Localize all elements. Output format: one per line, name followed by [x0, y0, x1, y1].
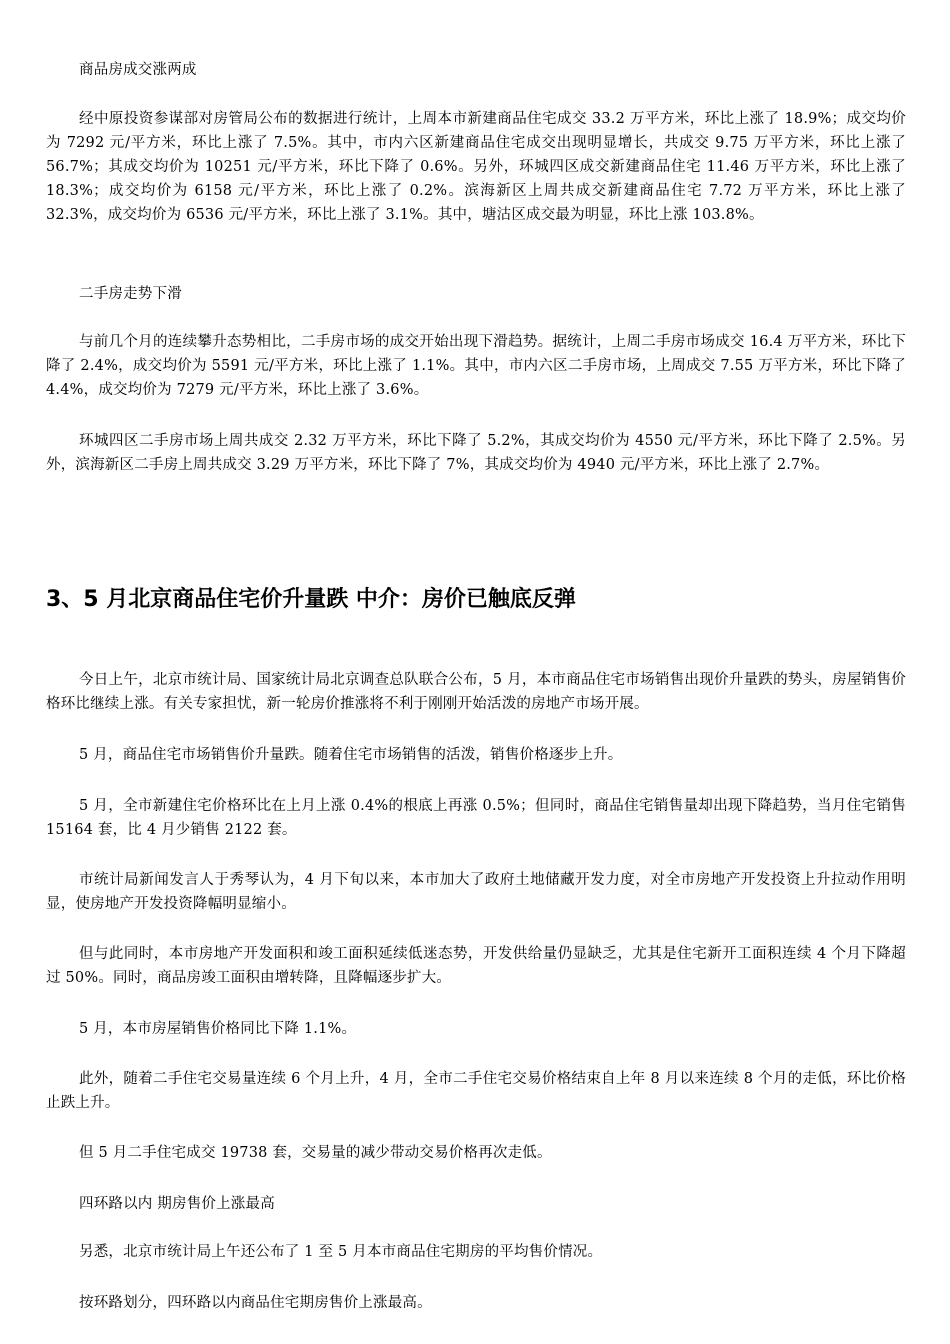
paragraph-new-housing-price: 5 月，全市新建住宅价格环比在上月上涨 0.4%的根底上再涨 0.5%；但同时，商品住宅销售量却出现下降趋势，当月住宅销售 15164 套，比 4 月少销售 2122 套。 [46, 798, 906, 838]
paragraph-second-hand-rise: 此外，随着二手住宅交易量连续 6 个月上升，4 月，全市二手住宅交易价格结束自上年 8 月以来连续 8 个月的走低，环比价格止跌上升。 [46, 1071, 906, 1111]
paragraph-second-hand-may: 但 5 月二手住宅成交 19738 套，交易量的减少带动交易价格再次走低。 [79, 1145, 552, 1161]
paragraph-second-hand: 与前几个月的连续攀升态势相比，二手房市场的成交开始出现下滑趋势。据统计，上周二手房市场成交 16.4 万平方米，环比下降了 2.4%，成交均价为 5591 元/平方米，环比上涨了 1.1%。其中，市内六区二手房市场，上周成交 7.55 万平方米，环比下降了 4.4%，成交均价为 7279 元/平方米，环比上涨了 3.6%。 [46, 334, 906, 398]
subheading-second-hand: 二手房走势下滑 [79, 286, 182, 302]
subheading-new-housing: 商品房成交涨两成 [79, 62, 197, 78]
paragraph-supply: 但与此同时，本市房地产开发面积和竣工面积延续低迷态势，开发供给量仍显缺乏，尤其是住宅新开工面积连续 4 个月下降超过 50%。同时，商品房竣工面积由增转降，且降幅逐步扩大。 [46, 946, 906, 986]
subheading-fourth-ring: 四环路以内 期房售价上涨最高 [79, 1196, 275, 1212]
paragraph-spokesperson: 市统计局新闻发言人于秀琴认为，4 月下旬以来，本市加大了政府土地储藏开发力度，对全市房地产开发投资上升拉动作用明显，使房地产开发投资降幅明显缩小。 [46, 872, 906, 912]
paragraph-average-price: 另悉，北京市统计局上午还公布了 1 至 5 月本市商品住宅期房的平均售价情况。 [79, 1244, 603, 1260]
paragraph-intro: 今日上午，北京市统计局、国家统计局北京调查总队联合公布，5 月，本市商品住宅市场销售出现价升量跌的势头，房屋销售价格环比继续上涨。有关专家担忧，新一轮房价推涨将不利于刚刚开始活泼的房地产市场开展。 [46, 672, 906, 712]
paragraph-may-sales: 5 月，商品住宅市场销售价升量跌。随着住宅市场销售的活泼，销售价格逐步上升。 [79, 747, 623, 763]
section-heading: 3、5 月北京商品住宅价升量跌 中介：房价已触底反弹 [46, 587, 576, 612]
paragraph-outer-districts: 环城四区二手房市场上周共成交 2.32 万平方米，环比下降了 5.2%，其成交均价为 4550 元/平方米，环比下降了 2.5%。另外，滨海新区二手房上周共成交 3.29 万平方米，环比下降了 7%，其成交均价为 4940 元/平方米，环比上涨了 2.7%。 [46, 433, 906, 473]
paragraph-new-housing: 经中原投资参谋部对房管局公布的数据进行统计，上周本市新建商品住宅成交 33.2 万平方米，环比上涨了 18.9%；成交均价为 7292 元/平方米，环比上涨了 7.5%。其中，市内六区新建商品住宅成交出现明显增长，共成交 9.75 万平方米，环比上涨了 56.7%；其成交均价为 10251 元/平方米，环比下降了 0.6%。另外，环城四区成交新建商品住宅 11.46 万平方米，环比上涨了 18.3%；成交均价为 6158 元/平方米，环比上涨了 0.2%。滨海新区上周共成交新建商品住宅 7.72 万平方米，环比上涨了 32.3%，成交均价为 6536 元/平方米，环比上涨了 3.1%。其中，塘沽区成交最为明显，环比上涨 103.8%。 [46, 111, 906, 223]
paragraph-yoy-price: 5 月，本市房屋销售价格同比下降 1.1%。 [79, 1021, 357, 1037]
paragraph-ring-road: 按环路划分，四环路以内商品住宅期房售价上涨最高。 [79, 1295, 432, 1311]
